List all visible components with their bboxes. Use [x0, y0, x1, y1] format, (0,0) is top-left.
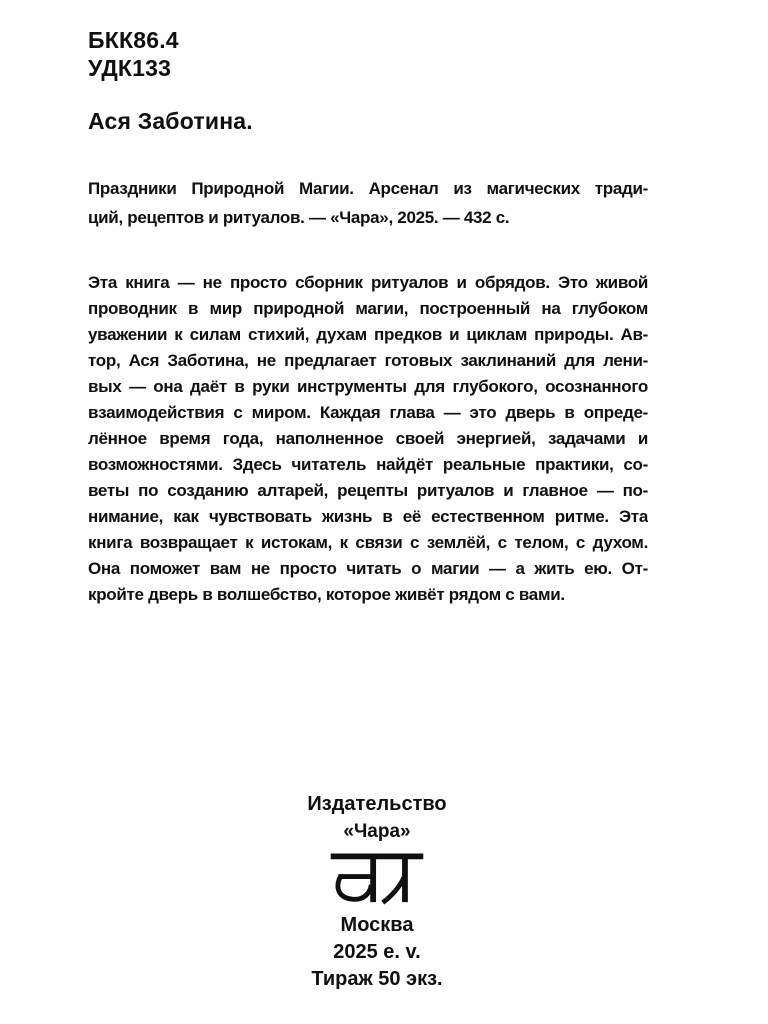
- text-line: взаимодействия с миром. Каждая глава — это дверь в опреде-: [88, 403, 648, 422]
- text-line: ций, рецептов и ритуалов. — «Чара», 2025. — 432 с.: [88, 208, 510, 227]
- annotation-text: [88, 270, 648, 608]
- author-name: Ася Заботина.: [88, 108, 253, 134]
- text-line: уважении к силам стихий, духам предков и циклам природы. Ав-: [88, 325, 648, 344]
- bbk-code: БКК86.4: [88, 27, 179, 53]
- classification-codes: [88, 26, 179, 82]
- edition-year: 2025 e. v.: [333, 941, 421, 963]
- text-line: проводник в мир природной магии, построенный на глубоком: [88, 299, 648, 318]
- udk-code: УДК133: [88, 55, 172, 81]
- publisher-city: Москва: [340, 914, 414, 936]
- text-line: вых — она даёт в руки инструменты для глубокого, осознанного: [88, 377, 648, 396]
- text-line: лённое время года, наполненное своей энергией, задачами и: [88, 429, 648, 448]
- text-line: возможностями. Здесь читатель найдёт реальные практики, со-: [88, 455, 648, 474]
- publisher-label: Издательство: [307, 793, 447, 815]
- publisher-block: [0, 791, 754, 993]
- publisher-name: «Чара»: [343, 821, 411, 842]
- text-line: Она поможет вам не просто читать о магии — а жить ею. От-: [88, 559, 648, 578]
- publisher-logo-devanagari-icon: [325, 852, 429, 906]
- text-line: кройте дверь в волшебство, которое живёт рядом с вами.: [88, 585, 565, 604]
- text-line: книга возвращает к истокам, к связи с землёй, с телом, с духом.: [88, 533, 648, 552]
- bibliographic-entry: [88, 174, 648, 232]
- text-line: веты по созданию алтарей, рецепты ритуалов и главное — по-: [88, 481, 648, 500]
- print-run: Тираж 50 экз.: [311, 968, 443, 990]
- text-line: нимание, как чувствовать жизнь в её естественном ритме. Эта: [88, 507, 648, 526]
- text-line: тор, Ася Заботина, не предлагает готовых заклинаний для лени-: [88, 351, 648, 370]
- text-line: Эта книга — не просто сборник ритуалов и обрядов. Это живой: [88, 273, 648, 292]
- text-line: Праздники Природной Магии. Арсенал из магических тради-: [88, 179, 648, 198]
